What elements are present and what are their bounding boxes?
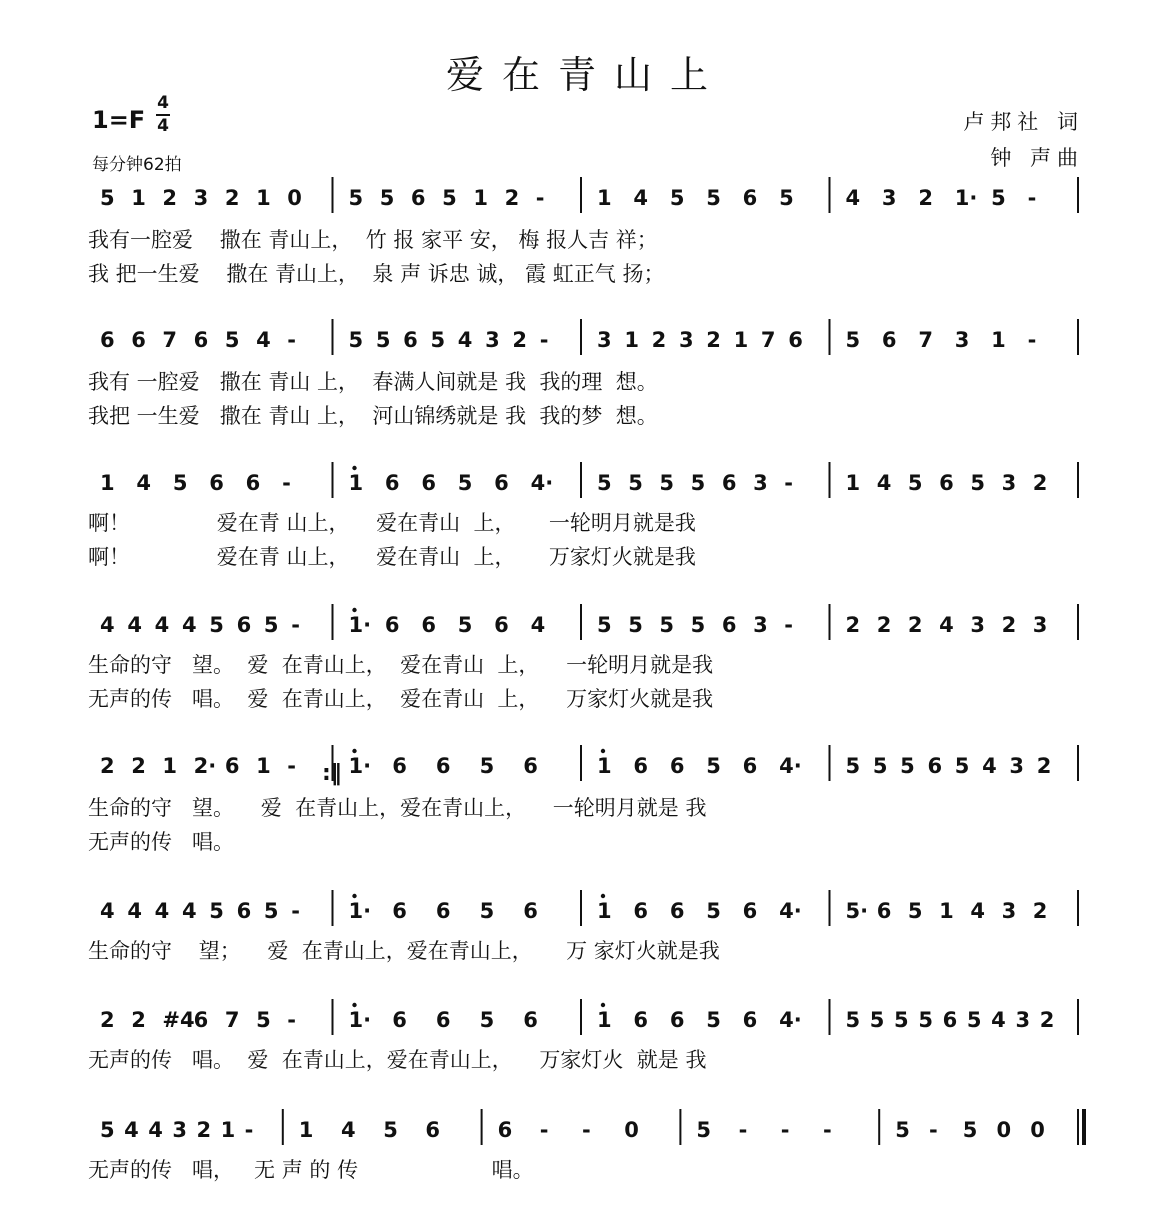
note: - [287,328,297,352]
high-octave-dot [601,1003,605,1007]
note: 2 [224,186,240,210]
note: 5 [966,1008,982,1032]
note: 7 [162,328,178,352]
note: 6 [876,899,892,923]
note: 4 [124,1118,139,1142]
note: 6 [410,186,426,210]
high-octave-dot [352,608,356,612]
note: 5 [263,613,279,637]
lyric-line: 无声的传 唱。 爱 在青山上，爱在青山上， 万家灯火 就是 我 [88,1048,707,1072]
note: 2 [512,328,527,352]
note: 5 [669,186,685,210]
note: 3 [678,328,694,352]
note: 5 [706,1008,721,1032]
note: - [823,1118,832,1142]
note: 6 [939,471,954,495]
note: 3 [1009,754,1024,778]
note: 7 [918,328,933,352]
note: 5 [597,471,612,495]
high-octave-dot [601,749,605,753]
note: 6 [224,754,240,778]
note: 4 [530,613,546,637]
note: 7 [224,1008,240,1032]
note: 4 [876,471,892,495]
note: 6 [209,471,224,495]
note: #4 [162,1008,195,1032]
note: 2 [1032,899,1048,923]
note: 2 [706,328,721,352]
note: 4· [779,754,802,778]
note: 5 [869,1008,885,1032]
lyric-line: 生命的守 望。 爱 在青山上，爱在青山上， 一轮明月就是 我 [88,796,707,820]
note: 6 [669,899,685,923]
note: 0 [1030,1118,1045,1142]
note: - [539,328,549,352]
note: 4 [154,613,170,637]
note: 4 [181,899,197,923]
note: 5 [872,754,888,778]
note: 0 [996,1118,1012,1142]
note: 6 [392,754,407,778]
note: 2 [845,613,861,637]
note: 4· [530,471,554,495]
note: - [784,613,794,637]
note: 1· [954,186,978,210]
note: 2 [1001,613,1017,637]
note: 4 [127,899,142,923]
note: 1· [348,899,372,923]
lyric-line: 我有 一腔爱 撒在 青山 上， 春满人间就是 我 我的理 想。 [88,370,658,394]
note: 4 [127,613,142,637]
high-octave-dot [352,894,356,898]
note: 4 [100,899,115,923]
note: 2 [504,186,520,210]
note: 5 [696,1118,712,1142]
note: 1· [348,613,372,637]
note: 5 [628,613,643,637]
note: 6 [742,186,758,210]
note: 5 [209,613,224,637]
note: 5 [970,471,985,495]
note: 6 [245,471,261,495]
note: 1· [348,754,372,778]
note: 5· [845,899,869,923]
note: 3 [1001,899,1017,923]
lyric-line: 生命的守 望； 爱 在青山上，爱在青山上， 万 家灯火就是我 [88,939,720,963]
note: 4 [148,1118,163,1142]
note: 6 [193,1008,209,1032]
lyricist-credit: 卢邦社 词 [963,110,1084,134]
note: 5 [100,186,115,210]
note: 6 [425,1118,441,1142]
note: 6 [392,1008,407,1032]
note: 3 [1032,613,1048,637]
note: 5 [907,899,923,923]
note: 5 [348,186,364,210]
note: 5 [442,186,457,210]
note: 6 [100,328,115,352]
note: 6 [881,328,897,352]
note: 3 [597,328,612,352]
note: 2 [131,754,146,778]
note: 5 [479,1008,495,1032]
note: 5 [628,471,643,495]
note: - [928,1118,938,1142]
note: 4 [457,328,473,352]
note: 5 [379,186,395,210]
note: 1 [473,186,488,210]
note: - [780,1118,790,1142]
note: 6 [742,899,758,923]
note: 1 [131,186,146,210]
note: 2 [918,186,933,210]
note: 3 [1015,1008,1031,1032]
note: 1 [733,328,749,352]
note: 2 [651,328,667,352]
note: 1 [256,186,271,210]
lyric-line: 无声的传 唱。 [88,830,235,854]
note: 5 [172,471,188,495]
note: 5 [845,754,861,778]
note: 5 [224,328,240,352]
note: 1 [100,471,115,495]
note: 6 [497,1118,513,1142]
note: - [784,471,794,495]
note: 3 [753,613,768,637]
note: 2· [193,754,217,778]
note: 1 [845,471,861,495]
note: 6 [523,754,538,778]
note: 6 [742,1008,758,1032]
note: 6 [633,1008,649,1032]
note: 4 [136,471,152,495]
key-signature: 1=F [92,106,146,134]
note: - [244,1118,254,1142]
note: 2 [100,1008,115,1032]
note: 5 [479,754,495,778]
note: 6 [384,471,400,495]
note: 5 [597,613,612,637]
lyric-line: 啊！ 爱在青 山上， 爱在青山 上， 一轮明月就是我 [88,511,696,535]
note: 1 [597,754,612,778]
note: - [1027,328,1037,352]
note: 5 [479,899,495,923]
high-octave-dot [352,749,356,753]
composer-credit: 钟 声曲 [990,146,1084,170]
note: 3 [172,1118,187,1142]
note: 6 [421,613,436,637]
note: 2 [1039,1008,1055,1032]
note: 5 [907,471,923,495]
note: 6 [384,613,400,637]
note: - [287,754,297,778]
note: 5 [895,1118,910,1142]
note: 6 [927,754,943,778]
note: 1 [348,471,364,495]
note: 5 [690,471,706,495]
note: 6 [392,899,407,923]
note: 4· [779,1008,802,1032]
note: 1 [597,1008,612,1032]
note: 1 [624,328,639,352]
note: 6 [523,1008,538,1032]
note: 3 [485,328,500,352]
note: 5 [918,1008,933,1032]
note: 2 [162,186,178,210]
note: 5 [348,328,364,352]
note: 5 [430,328,446,352]
note: 6 [236,613,252,637]
note: 1 [256,754,271,778]
note: 4· [779,899,802,923]
note: 4 [970,899,985,923]
note: 5 [659,613,675,637]
note: 6 [435,754,451,778]
note: 0 [287,186,302,210]
note: 4 [256,328,271,352]
note: 4 [845,186,861,210]
note: 6 [236,899,252,923]
note: 6 [494,613,509,637]
note: 6 [669,1008,685,1032]
note: 5 [100,1118,115,1142]
note: 5 [706,899,721,923]
note: 5 [209,899,224,923]
lyric-line: 啊！ 爱在青 山上， 爱在青山 上， 万家灯火就是我 [88,545,696,569]
note: 5 [263,899,279,923]
note: 3 [881,186,897,210]
high-octave-dot [352,1003,356,1007]
note: 5 [256,1008,271,1032]
note: 4 [100,613,115,637]
note: 5 [900,754,915,778]
lyric-line: 我有一腔爱 撒在 青山上， 竹 报 家平 安， 梅 报人吉 祥； [88,228,658,252]
note: 1· [348,1008,372,1032]
note: - [1027,186,1037,210]
note: 7 [760,328,776,352]
note: 1 [298,1118,314,1142]
note: 5 [991,186,1006,210]
note: 1 [597,899,612,923]
note: 2 [196,1118,212,1142]
note: 6 [742,754,758,778]
note: 6 [633,754,649,778]
note: 4 [154,899,170,923]
note: 6 [403,328,418,352]
high-octave-dot [352,466,356,470]
note: - [282,471,291,495]
lyric-line: 无声的传 唱。 爱 在青山上， 爱在青山 上， 万家灯火就是我 [88,687,714,711]
note: 2 [876,613,892,637]
note: 0 [624,1118,639,1142]
note: 5 [706,186,721,210]
note: 1 [939,899,954,923]
note: 5 [375,328,391,352]
note: 6 [494,471,509,495]
note: 5 [457,613,473,637]
note: 2 [1036,754,1052,778]
note: 6 [669,754,685,778]
note: 6 [435,1008,451,1032]
note: - [287,1008,297,1032]
note: 6 [788,328,803,352]
note: - [291,613,300,637]
lyric-line: 我 把一生爱 撒在 青山上， 泉 声 诉忠 诚， 霞 虹正气 扬； [88,262,665,286]
note: - [738,1118,748,1142]
note: 1 [162,754,178,778]
note: 1 [220,1118,236,1142]
repeat-sign: :‖ [322,761,342,786]
note: 6 [523,899,538,923]
note: 3 [970,613,985,637]
note: 2 [907,613,923,637]
note: 2 [1032,471,1048,495]
note: - [535,186,545,210]
note: 4 [633,186,649,210]
note: 4 [939,613,954,637]
note: 5 [894,1008,909,1032]
note: 6 [193,328,209,352]
note: 4 [991,1008,1006,1032]
note: 5 [779,186,794,210]
note: 3 [753,471,768,495]
tempo-marking: 每分钟62拍 [92,155,182,175]
note: 5 [690,613,706,637]
note: 5 [383,1118,398,1142]
note: 5 [457,471,473,495]
lyric-line: 我把 一生爱 撒在 青山 上， 河山锦绣就是 我 我的梦 想。 [88,404,658,428]
time-signature-top: 4 [157,93,169,113]
note: 2 [131,1008,146,1032]
note: 1 [597,186,612,210]
note: - [291,899,300,923]
note: 4 [982,754,997,778]
song-title: 爱在青山上 [445,53,726,97]
note: 5 [962,1118,978,1142]
note: 4 [341,1118,356,1142]
note: 4 [181,613,197,637]
note: 6 [633,899,649,923]
note: 6 [721,613,737,637]
note: 6 [131,328,146,352]
note: 6 [421,471,436,495]
note: 5 [706,754,721,778]
time-signature-bottom: 4 [157,116,169,136]
note: 3 [193,186,209,210]
high-octave-dot [601,894,605,898]
lyric-line: 生命的守 望。 爱 在青山上， 爱在青山 上， 一轮明月就是我 [88,653,714,677]
note: 3 [1001,471,1017,495]
note: 5 [845,328,861,352]
note: - [539,1118,549,1142]
lyric-line: 无声的传 唱， 无 声 的 传 唱。 [88,1158,534,1182]
note: 6 [721,471,737,495]
note: 2 [100,754,115,778]
note: 5 [659,471,675,495]
note: 3 [954,328,970,352]
note: 1 [991,328,1006,352]
note: - [582,1118,591,1142]
note: 6 [942,1008,958,1032]
note: 6 [435,899,451,923]
note: 5 [954,754,970,778]
note: 5 [845,1008,861,1032]
